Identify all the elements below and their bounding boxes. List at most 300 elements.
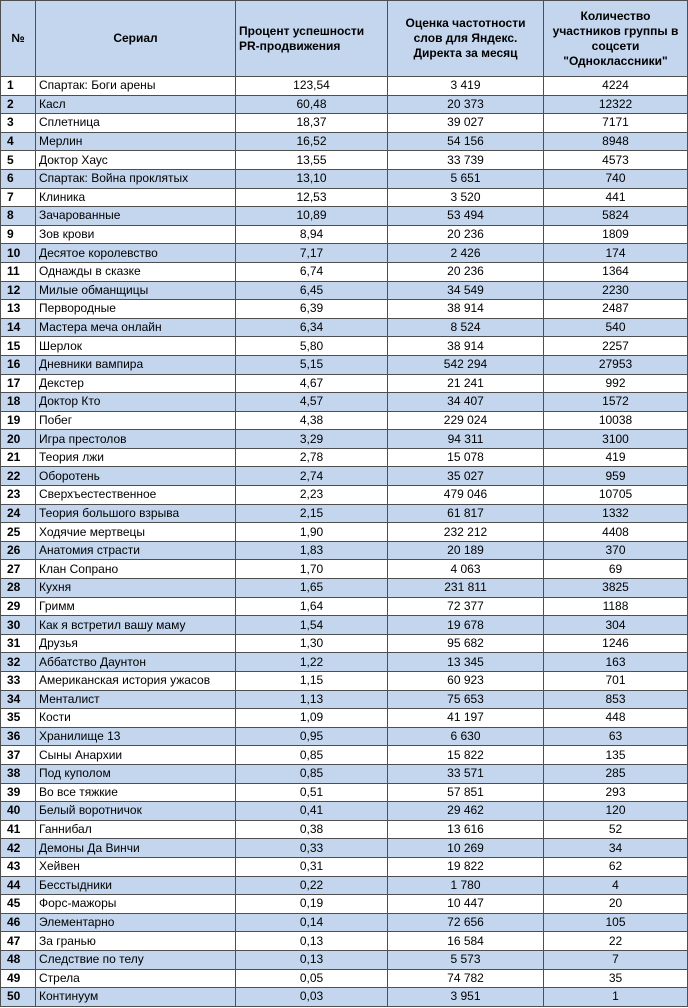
series-name: Сплетница (36, 114, 236, 133)
yandex-frequency-value: 3 520 (388, 188, 544, 207)
pr-success-value: 0,41 (236, 802, 388, 821)
odnoklassniki-members-value: 105 (544, 913, 688, 932)
table-row (1, 132, 688, 151)
odnoklassniki-members-value: 701 (544, 672, 688, 691)
series-name: Первородные (36, 300, 236, 319)
pr-success-value: 4,67 (236, 374, 388, 393)
odnoklassniki-members-value: 62 (544, 857, 688, 876)
yandex-frequency-value: 54 156 (388, 132, 544, 151)
table-row (1, 244, 688, 263)
table-row (1, 913, 688, 932)
row-number: 27 (1, 560, 36, 579)
row-number: 1 (1, 77, 36, 96)
row-number: 25 (1, 523, 36, 542)
row-number: 10 (1, 244, 36, 263)
odnoklassniki-members-value: 3100 (544, 430, 688, 449)
series-name: Демоны Да Винчи (36, 839, 236, 858)
table-row (1, 448, 688, 467)
table-row (1, 579, 688, 598)
yandex-frequency-value: 3 419 (388, 77, 544, 96)
yandex-frequency-value: 2 426 (388, 244, 544, 263)
odnoklassniki-members-value: 174 (544, 244, 688, 263)
pr-success-value: 6,39 (236, 300, 388, 319)
row-number: 45 (1, 895, 36, 914)
series-name: Клиника (36, 188, 236, 207)
series-name: Форс-мажоры (36, 895, 236, 914)
row-number: 14 (1, 318, 36, 337)
table-row (1, 504, 688, 523)
pr-success-value: 1,54 (236, 616, 388, 635)
pr-success-value: 1,83 (236, 541, 388, 560)
yandex-frequency-value: 3 951 (388, 988, 544, 1007)
pr-success-value: 2,23 (236, 486, 388, 505)
table-row (1, 300, 688, 319)
yandex-frequency-value: 231 811 (388, 579, 544, 598)
series-name: Доктор Хаус (36, 151, 236, 170)
odnoklassniki-members-value: 1 (544, 988, 688, 1007)
yandex-frequency-value: 72 377 (388, 597, 544, 616)
table-row (1, 783, 688, 802)
row-number: 12 (1, 281, 36, 300)
yandex-frequency-value: 34 549 (388, 281, 544, 300)
pr-success-value: 4,38 (236, 411, 388, 430)
odnoklassniki-members-value: 20 (544, 895, 688, 914)
odnoklassniki-members-value: 63 (544, 727, 688, 746)
yandex-frequency-value: 38 914 (388, 300, 544, 319)
series-name: Декстер (36, 374, 236, 393)
series-name: Белый воротничок (36, 802, 236, 821)
yandex-frequency-value: 13 616 (388, 820, 544, 839)
yandex-frequency-value: 20 373 (388, 95, 544, 114)
series-name: Зов крови (36, 225, 236, 244)
pr-success-value: 0,95 (236, 727, 388, 746)
yandex-frequency-value: 542 294 (388, 355, 544, 374)
table-row (1, 95, 688, 114)
pr-success-value: 0,22 (236, 876, 388, 895)
odnoklassniki-members-value: 740 (544, 169, 688, 188)
yandex-frequency-value: 19 822 (388, 857, 544, 876)
header-odnoklassniki-members: Количество участников группы в соцсети "Одноклассники" (544, 1, 688, 77)
yandex-frequency-value: 38 914 (388, 337, 544, 356)
table-row (1, 560, 688, 579)
row-number: 47 (1, 932, 36, 951)
yandex-frequency-value: 33 571 (388, 764, 544, 783)
series-name: Следствие по телу (36, 950, 236, 969)
yandex-frequency-value: 4 063 (388, 560, 544, 579)
yandex-frequency-value: 20 236 (388, 262, 544, 281)
series-name: Во все тяжкие (36, 783, 236, 802)
table-row (1, 802, 688, 821)
series-name: Анатомия страсти (36, 541, 236, 560)
pr-success-value: 13,10 (236, 169, 388, 188)
odnoklassniki-members-value: 992 (544, 374, 688, 393)
table-row (1, 281, 688, 300)
pr-success-value: 1,70 (236, 560, 388, 579)
yandex-frequency-value: 21 241 (388, 374, 544, 393)
pr-success-value: 6,45 (236, 281, 388, 300)
series-name: Теория большого взрыва (36, 504, 236, 523)
yandex-frequency-value: 75 653 (388, 690, 544, 709)
odnoklassniki-members-value: 2230 (544, 281, 688, 300)
series-name: Друзья (36, 634, 236, 653)
series-name: Стрела (36, 969, 236, 988)
pr-success-value: 1,13 (236, 690, 388, 709)
series-name: Однажды в сказке (36, 262, 236, 281)
series-name: Сверхъестественное (36, 486, 236, 505)
odnoklassniki-members-value: 370 (544, 541, 688, 560)
yandex-frequency-value: 61 817 (388, 504, 544, 523)
pr-success-value: 1,65 (236, 579, 388, 598)
table-row (1, 690, 688, 709)
table-row (1, 616, 688, 635)
series-name: Сыны Анархии (36, 746, 236, 765)
yandex-frequency-value: 29 462 (388, 802, 544, 821)
yandex-frequency-value: 34 407 (388, 393, 544, 412)
row-number: 20 (1, 430, 36, 449)
odnoklassniki-members-value: 34 (544, 839, 688, 858)
odnoklassniki-members-value: 1332 (544, 504, 688, 523)
series-name: Кухня (36, 579, 236, 598)
series-name: Игра престолов (36, 430, 236, 449)
series-name: Зачарованные (36, 207, 236, 226)
yandex-frequency-value: 5 651 (388, 169, 544, 188)
series-name: Континуум (36, 988, 236, 1007)
odnoklassniki-members-value: 7171 (544, 114, 688, 133)
series-name: Побег (36, 411, 236, 430)
odnoklassniki-members-value: 69 (544, 560, 688, 579)
series-name: Американская история ужасов (36, 672, 236, 691)
row-number: 41 (1, 820, 36, 839)
series-name: Элементарно (36, 913, 236, 932)
yandex-frequency-value: 60 923 (388, 672, 544, 691)
pr-success-value: 1,22 (236, 653, 388, 672)
series-name: Ходячие мертвецы (36, 523, 236, 542)
series-name: Хейвен (36, 857, 236, 876)
row-number: 40 (1, 802, 36, 821)
table-header (1, 1, 688, 77)
series-name: Милые обманщицы (36, 281, 236, 300)
series-name: Менталист (36, 690, 236, 709)
pr-success-value: 0,85 (236, 746, 388, 765)
odnoklassniki-members-value: 4573 (544, 151, 688, 170)
table-row (1, 839, 688, 858)
odnoklassniki-members-value: 4 (544, 876, 688, 895)
pr-success-value: 1,64 (236, 597, 388, 616)
yandex-frequency-value: 10 447 (388, 895, 544, 914)
row-number: 48 (1, 950, 36, 969)
odnoklassniki-members-value: 35 (544, 969, 688, 988)
odnoklassniki-members-value: 2257 (544, 337, 688, 356)
series-name: Теория лжи (36, 448, 236, 467)
yandex-frequency-value: 19 678 (388, 616, 544, 635)
table-row (1, 151, 688, 170)
row-number: 21 (1, 448, 36, 467)
yandex-frequency-value: 39 027 (388, 114, 544, 133)
pr-success-value: 13,55 (236, 151, 388, 170)
odnoklassniki-members-value: 22 (544, 932, 688, 951)
yandex-frequency-value: 5 573 (388, 950, 544, 969)
table-row (1, 541, 688, 560)
yandex-frequency-value: 15 078 (388, 448, 544, 467)
odnoklassniki-members-value: 8948 (544, 132, 688, 151)
pr-success-value: 0,05 (236, 969, 388, 988)
row-number: 2 (1, 95, 36, 114)
row-number: 19 (1, 411, 36, 430)
row-number: 35 (1, 709, 36, 728)
pr-success-value: 1,15 (236, 672, 388, 691)
table-row (1, 169, 688, 188)
odnoklassniki-members-value: 4408 (544, 523, 688, 542)
odnoklassniki-members-value: 293 (544, 783, 688, 802)
series-name: Клан Сопрано (36, 560, 236, 579)
series-name: Дневники вампира (36, 355, 236, 374)
table-row (1, 393, 688, 412)
row-number: 34 (1, 690, 36, 709)
row-number: 32 (1, 653, 36, 672)
odnoklassniki-members-value: 52 (544, 820, 688, 839)
pr-success-value: 0,13 (236, 950, 388, 969)
series-name: Касл (36, 95, 236, 114)
pr-success-value: 0,33 (236, 839, 388, 858)
table-row (1, 77, 688, 96)
table-row (1, 374, 688, 393)
series-name: Шерлок (36, 337, 236, 356)
header-pr-success: Процент успешности PR-продвижения (236, 1, 388, 77)
row-number: 9 (1, 225, 36, 244)
odnoklassniki-members-value: 4224 (544, 77, 688, 96)
table-row (1, 225, 688, 244)
pr-success-value: 0,31 (236, 857, 388, 876)
table-row (1, 114, 688, 133)
series-name: Спартак: Боги арены (36, 77, 236, 96)
odnoklassniki-members-value: 540 (544, 318, 688, 337)
row-number: 11 (1, 262, 36, 281)
odnoklassniki-members-value: 853 (544, 690, 688, 709)
yandex-frequency-value: 13 345 (388, 653, 544, 672)
pr-success-value: 2,15 (236, 504, 388, 523)
row-number: 6 (1, 169, 36, 188)
pr-success-value: 2,74 (236, 467, 388, 486)
odnoklassniki-members-value: 12322 (544, 95, 688, 114)
pr-success-value: 0,19 (236, 895, 388, 914)
pr-success-value: 0,38 (236, 820, 388, 839)
row-number: 3 (1, 114, 36, 133)
series-name: Мерлин (36, 132, 236, 151)
row-number: 15 (1, 337, 36, 356)
table-row (1, 709, 688, 728)
row-number: 28 (1, 579, 36, 598)
row-number: 38 (1, 764, 36, 783)
odnoklassniki-members-value: 5824 (544, 207, 688, 226)
series-name: За гранью (36, 932, 236, 951)
row-number: 5 (1, 151, 36, 170)
row-number: 30 (1, 616, 36, 635)
odnoklassniki-members-value: 1364 (544, 262, 688, 281)
yandex-frequency-value: 72 656 (388, 913, 544, 932)
table-row (1, 430, 688, 449)
yandex-frequency-value: 95 682 (388, 634, 544, 653)
table-row (1, 969, 688, 988)
odnoklassniki-members-value: 304 (544, 616, 688, 635)
header-number: № (1, 1, 36, 77)
pr-success-value: 16,52 (236, 132, 388, 151)
odnoklassniki-members-value: 10038 (544, 411, 688, 430)
pr-success-value: 8,94 (236, 225, 388, 244)
yandex-frequency-value: 10 269 (388, 839, 544, 858)
row-number: 37 (1, 746, 36, 765)
yandex-frequency-value: 16 584 (388, 932, 544, 951)
series-name: Мастера меча онлайн (36, 318, 236, 337)
table-row (1, 764, 688, 783)
row-number: 18 (1, 393, 36, 412)
series-name: Доктор Кто (36, 393, 236, 412)
row-number: 31 (1, 634, 36, 653)
table-row (1, 411, 688, 430)
series-name: Под куполом (36, 764, 236, 783)
table-row (1, 207, 688, 226)
series-name: Гримм (36, 597, 236, 616)
table-row (1, 262, 688, 281)
row-number: 50 (1, 988, 36, 1007)
odnoklassniki-members-value: 448 (544, 709, 688, 728)
row-number: 7 (1, 188, 36, 207)
yandex-frequency-value: 53 494 (388, 207, 544, 226)
row-number: 22 (1, 467, 36, 486)
row-number: 43 (1, 857, 36, 876)
yandex-frequency-value: 41 197 (388, 709, 544, 728)
pr-success-value: 123,54 (236, 77, 388, 96)
yandex-frequency-value: 15 822 (388, 746, 544, 765)
yandex-frequency-value: 1 780 (388, 876, 544, 895)
pr-success-value: 12,53 (236, 188, 388, 207)
row-number: 49 (1, 969, 36, 988)
yandex-frequency-value: 74 782 (388, 969, 544, 988)
yandex-frequency-value: 479 046 (388, 486, 544, 505)
table-row (1, 337, 688, 356)
odnoklassniki-members-value: 10705 (544, 486, 688, 505)
row-number: 42 (1, 839, 36, 858)
series-name: Кости (36, 709, 236, 728)
yandex-frequency-value: 6 630 (388, 727, 544, 746)
row-number: 8 (1, 207, 36, 226)
odnoklassniki-members-value: 1572 (544, 393, 688, 412)
pr-success-value: 0,14 (236, 913, 388, 932)
row-number: 33 (1, 672, 36, 691)
row-number: 13 (1, 300, 36, 319)
series-name: Бесстыдники (36, 876, 236, 895)
series-name: Спартак: Война проклятых (36, 169, 236, 188)
table-row (1, 876, 688, 895)
pr-success-value: 4,57 (236, 393, 388, 412)
pr-success-value: 0,13 (236, 932, 388, 951)
table-row (1, 895, 688, 914)
series-name: Аббатство Даунтон (36, 653, 236, 672)
table-row (1, 486, 688, 505)
yandex-frequency-value: 57 851 (388, 783, 544, 802)
table-row (1, 727, 688, 746)
yandex-frequency-value: 35 027 (388, 467, 544, 486)
table-row (1, 950, 688, 969)
odnoklassniki-members-value: 163 (544, 653, 688, 672)
pr-success-value: 0,85 (236, 764, 388, 783)
table-row (1, 523, 688, 542)
series-name: Как я встретил вашу маму (36, 616, 236, 635)
row-number: 26 (1, 541, 36, 560)
odnoklassniki-members-value: 27953 (544, 355, 688, 374)
table-row (1, 746, 688, 765)
row-number: 24 (1, 504, 36, 523)
row-number: 29 (1, 597, 36, 616)
pr-success-value: 0,03 (236, 988, 388, 1007)
row-number: 16 (1, 355, 36, 374)
pr-success-value: 6,34 (236, 318, 388, 337)
row-number: 4 (1, 132, 36, 151)
table-row (1, 672, 688, 691)
yandex-frequency-value: 232 212 (388, 523, 544, 542)
odnoklassniki-members-value: 3825 (544, 579, 688, 598)
pr-success-value: 5,80 (236, 337, 388, 356)
odnoklassniki-members-value: 419 (544, 448, 688, 467)
series-name: Ганнибал (36, 820, 236, 839)
pr-success-value: 7,17 (236, 244, 388, 263)
pr-success-value: 10,89 (236, 207, 388, 226)
pr-success-value: 2,78 (236, 448, 388, 467)
pr-success-value: 0,51 (236, 783, 388, 802)
table-row (1, 188, 688, 207)
table-row (1, 355, 688, 374)
table-row (1, 932, 688, 951)
table-row (1, 653, 688, 672)
yandex-frequency-value: 229 024 (388, 411, 544, 430)
odnoklassniki-members-value: 1188 (544, 597, 688, 616)
header-row (1, 1, 688, 77)
header-yandex-frequency: Оценка частотности слов для Яндекс. Директа за месяц (388, 1, 544, 77)
series-name: Хранилище 13 (36, 727, 236, 746)
odnoklassniki-members-value: 1809 (544, 225, 688, 244)
row-number: 36 (1, 727, 36, 746)
odnoklassniki-members-value: 7 (544, 950, 688, 969)
pr-success-value: 1,90 (236, 523, 388, 542)
table-row (1, 597, 688, 616)
yandex-frequency-value: 8 524 (388, 318, 544, 337)
odnoklassniki-members-value: 959 (544, 467, 688, 486)
odnoklassniki-members-value: 2487 (544, 300, 688, 319)
row-number: 17 (1, 374, 36, 393)
pr-success-value: 60,48 (236, 95, 388, 114)
table-body (1, 77, 688, 1007)
table-row (1, 857, 688, 876)
pr-success-value: 5,15 (236, 355, 388, 374)
pr-success-value: 1,09 (236, 709, 388, 728)
series-name: Десятое королевство (36, 244, 236, 263)
odnoklassniki-members-value: 441 (544, 188, 688, 207)
odnoklassniki-members-value: 285 (544, 764, 688, 783)
odnoklassniki-members-value: 1246 (544, 634, 688, 653)
row-number: 46 (1, 913, 36, 932)
pr-success-value: 6,74 (236, 262, 388, 281)
pr-success-value: 18,37 (236, 114, 388, 133)
header-series: Сериал (36, 1, 236, 77)
pr-success-value: 3,29 (236, 430, 388, 449)
odnoklassniki-members-value: 120 (544, 802, 688, 821)
table-row (1, 820, 688, 839)
series-name: Оборотень (36, 467, 236, 486)
row-number: 23 (1, 486, 36, 505)
row-number: 44 (1, 876, 36, 895)
yandex-frequency-value: 20 189 (388, 541, 544, 560)
table-row (1, 988, 688, 1007)
yandex-frequency-value: 33 739 (388, 151, 544, 170)
